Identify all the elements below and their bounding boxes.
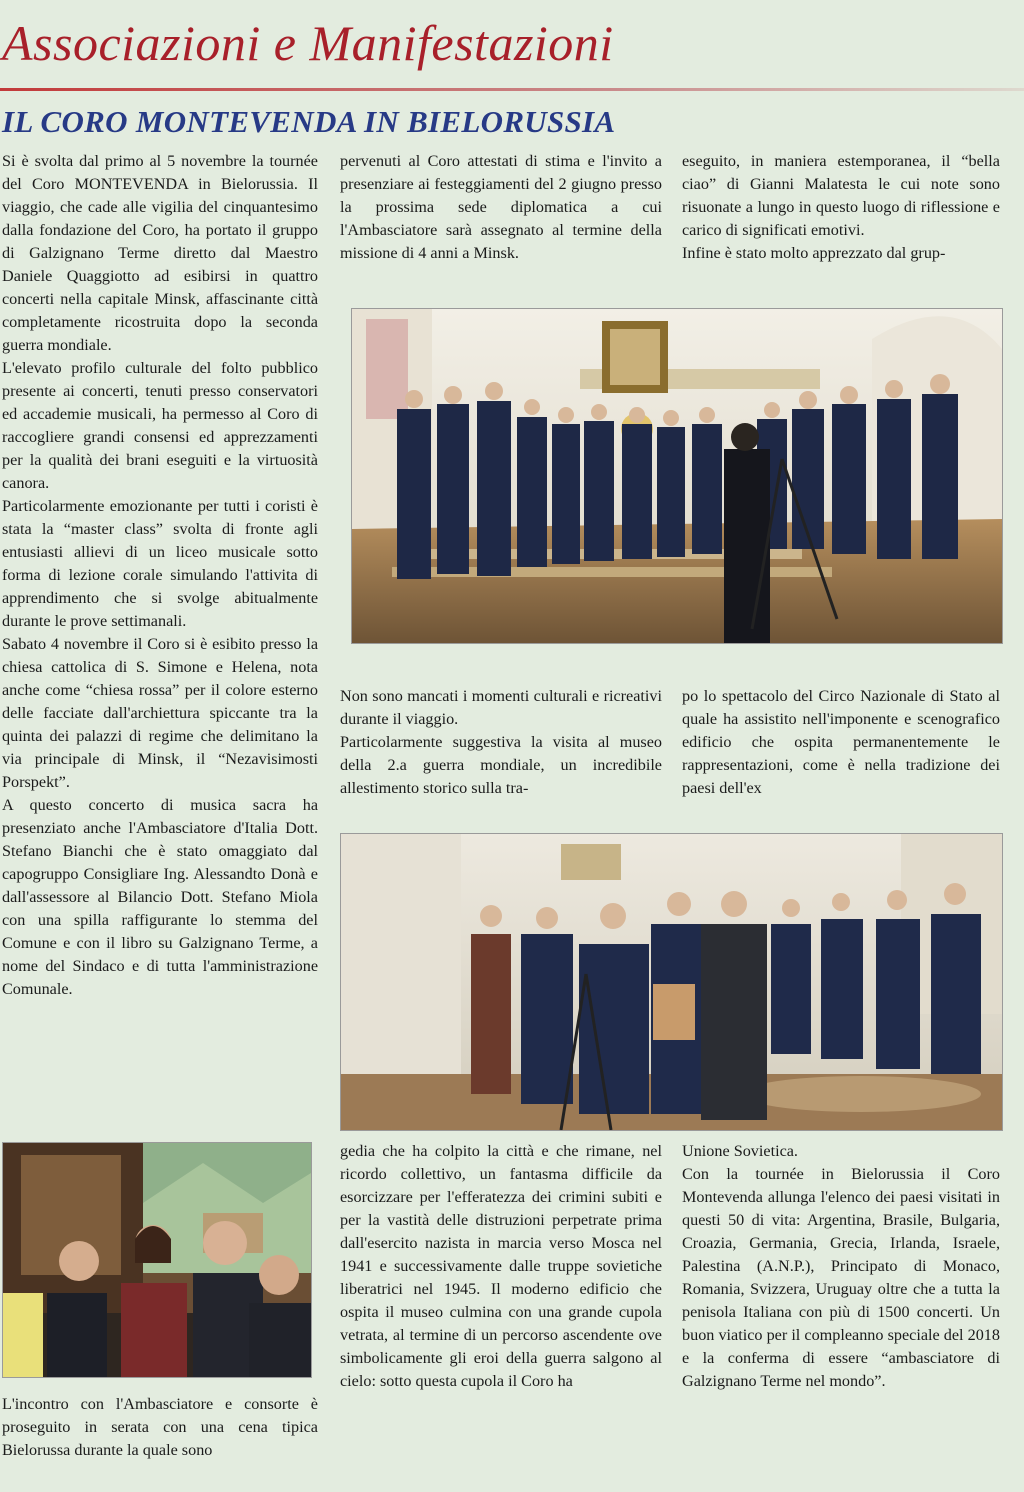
- paragraph: L'elevato profilo culturale del folto pubblico presente ai concerti, tenuti presso conservatori ed accademie musicali, ha permesso al Coro di raccogliere grandi consensi ed apprezzamenti per la qualità dei brani eseguiti e la virtuosità canora.: [2, 359, 318, 492]
- paragraph: Con la tournée in Bielorussia il Coro Montevenda allunga l'elenco dei paesi visitati in questi 50 di vita: Argentina, Brasile, Bulgaria, Croazia, Germania, Grecia, Irlanda, Israele, Palestina (A.N.P.), Principato di Monaco, Romania, Svizzera, Uruguay oltre che a tutta la penisola Italiana con più di 1500 concerti. Un buon viatico per il compleanno speciale del 2018 e la conferma di essere “ambasciatore di Galzignano Terme nel mondo”.: [682, 1165, 1000, 1390]
- column-1-bottom-text: [2, 1393, 318, 1485]
- paragraph: eseguito, in maniera estemporanea, il “bella ciao” di Gianni Malatesta le cui note sono risuonate a lungo in questo luogo di riflessione e carico di significati emotivi.: [682, 152, 1000, 239]
- paragraph: gedia che ha colpito la città e che rimane, nel ricordo collettivo, un fantasma difficile da esorcizzare per l'efferatezza dei crimini subiti e per la vastità delle distruzioni perpetrate prima dall'esercito nazista in marcia verso Mosca nel 1941 e successivamente dalle truppe sovietiche liberatrici nel 1945. Il moderno edificio che ospita il museo culmina con una grande cupola vetrata, al termine di un percorso ascendente ove simbolicamente gli eroi della guerra salgono al cielo: sotto questa cupola il Coro ha: [340, 1142, 662, 1390]
- column-2-middle-text: [340, 685, 662, 805]
- paragraph: Infine è stato molto apprezzato dal grup-: [682, 244, 946, 262]
- column-2-top-text: [340, 150, 662, 290]
- paragraph: Particolarmente suggestiva la visita al museo della 2.a guerra mondiale, un incredibile allestimento storico sulla tra-: [340, 733, 662, 797]
- column-2-bottom-text: [340, 1140, 662, 1486]
- column-1-text: [2, 150, 318, 1125]
- choir-concert-photo: [351, 308, 1003, 644]
- paragraph: L'incontro con l'Ambasciatore e consorte è proseguito in serata con una cena tipica Bielorussa durante la quale sono: [2, 1395, 318, 1459]
- paragraph: Particolarmente emozionante per tutti i coristi è stata la “master class” svolta di fronte agli entusiasti allievi di un liceo musicale sotto forma di lezione corale simulando l'attivita di apprendimento che si svolge abitualmente durante le prove settimanali.: [2, 497, 318, 630]
- dinner-photo: [2, 1142, 312, 1378]
- paragraph: pervenuti al Coro attestati di stima e l'invito a presenziare ai festeggiamenti del 2 giugno presso la prossima sede diplomatica a cui l'Ambasciatore sarà assegnato al termine della missione di 4 anni a Minsk.: [340, 152, 662, 262]
- column-3-bottom-text: [682, 1140, 1000, 1486]
- title-divider: [0, 88, 1024, 91]
- article-title: IL CORO MONTEVENDA IN BIELORUSSIA: [2, 104, 616, 139]
- paragraph: Non sono mancati i momenti culturali e ricreativi durante il viaggio.: [340, 687, 662, 728]
- paragraph: Sabato 4 novembre il Coro si è esibito presso la chiesa cattolica di S. Simone e Helena, nota anche come “chiesa rossa” per il colore esterno delle facciate dall'archiettura spiccante tra la quinta dei palazzi di regime che delimitano la via principale di Minsk, il “Nezavisimosti Porspekt”.: [2, 635, 318, 791]
- section-title: Associazioni e Manifestazioni: [2, 15, 614, 71]
- ceremony-photo: [340, 833, 1003, 1131]
- paragraph: A questo concerto di musica sacra ha presenziato anche l'Ambasciatore d'Italia Dott. Stefano Bianchi che è stato omaggiato dal capogruppo Consigliare Ing. Alessandto Donà e dall'assessore al Bilancio Dott. Stefano Miola con una spilla raffigurante lo stemma del Comune e con il libro su Galzignano Terme, a nome del Sindaco e di tutta l'amministrazione Comunale.: [2, 796, 318, 998]
- paragraph: Unione Sovietica.: [682, 1142, 798, 1160]
- column-3-top-text: [682, 150, 1000, 290]
- paragraph: Si è svolta dal primo al 5 novembre la tournée del Coro MONTEVENDA in Bielorussia. Il viaggio, che cade alle vigilia del cinquantesimo dalla fondazione del Coro, ha portato il gruppo di Galzignano Terme diretto dal Maestro Daniele Quaggiotto ad esibirsi in quattro concerti nella capitale Minsk, affascinante città completamente ricostruita dopo la seconda guerra mondiale.: [2, 152, 318, 354]
- column-3-middle-text: [682, 685, 1000, 805]
- paragraph: po lo spettacolo del Circo Nazionale di Stato al quale ha assistito nell'imponente e scenografico edificio che ospita permanentemente le rappresentazioni, come è nella tradizione dei paesi dell'ex: [682, 687, 1000, 797]
